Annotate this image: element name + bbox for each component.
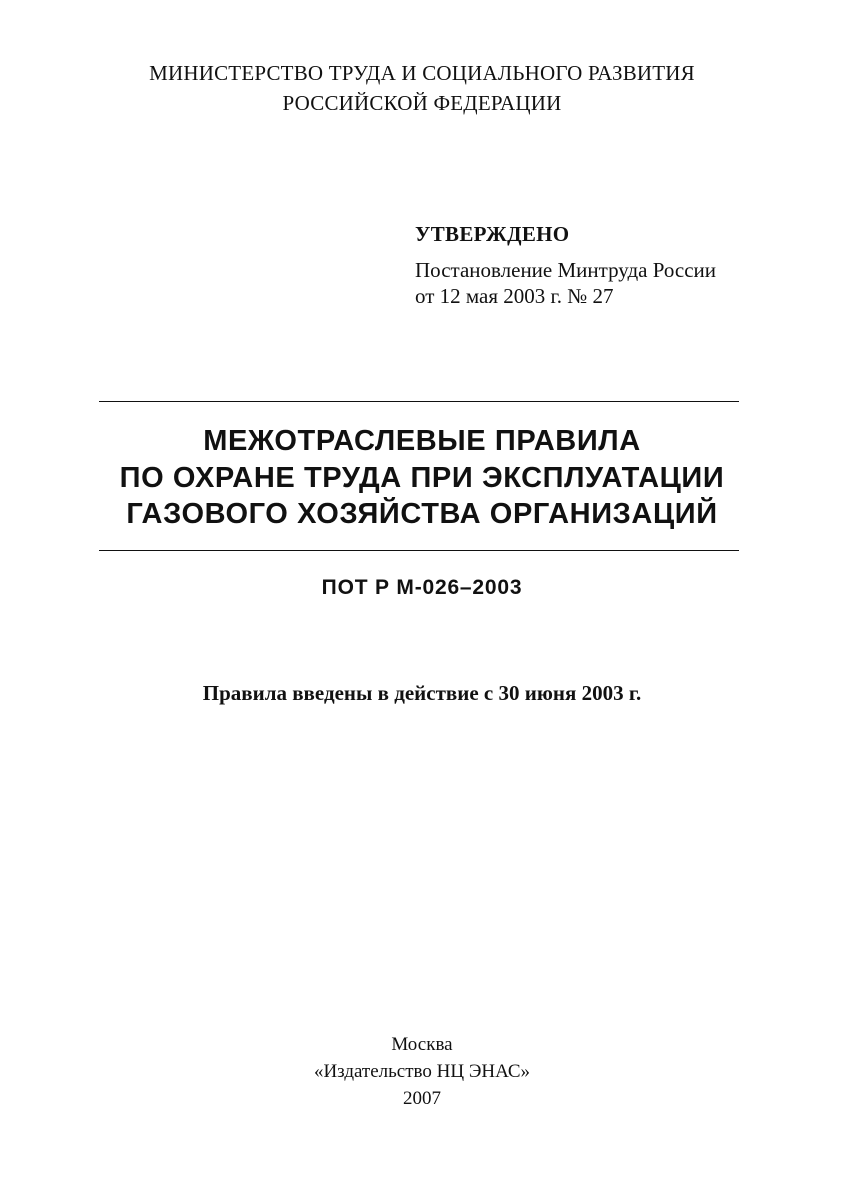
approval-label: УТВЕРЖДЕНО — [415, 222, 570, 246]
imprint-year: 2007 — [403, 1088, 441, 1109]
publisher-imprint — [0, 1031, 844, 1112]
document-title — [0, 423, 844, 533]
ministry-header — [0, 58, 844, 118]
approval-block — [415, 220, 815, 309]
ministry-header-line-2: РОССИЙСКОЙ ФЕДЕРАЦИИ — [282, 91, 562, 115]
document-title-line-3: ГАЗОВОГО ХОЗЯЙСТВА ОРГАНИЗАЦИЙ — [126, 498, 718, 530]
title-top-divider — [99, 401, 739, 402]
imprint-publisher: «Издательство НЦ ЭНАС» — [313, 1061, 531, 1082]
approval-date-line: от 12 мая 2003 г. № 27 — [415, 284, 614, 308]
document-title-line-2: ПО ОХРАНЕ ТРУДА ПРИ ЭКСПЛУАТАЦИИ — [119, 461, 725, 494]
approval-decree-line: Постановление Минтруда России — [415, 258, 717, 282]
document-code: ПОТ Р М-026–2003 — [321, 576, 523, 599]
title-bottom-divider — [99, 550, 739, 551]
effective-date: Правила введены в действие с 30 июня 2003 г. — [202, 681, 642, 705]
document-title-line-1: МЕЖОТРАСЛЕВЫЕ ПРАВИЛА — [203, 425, 641, 457]
imprint-city: Москва — [391, 1034, 453, 1055]
ministry-header-line-1: МИНИСТЕРСТВО ТРУДА И СОЦИАЛЬНОГО РАЗВИТИЯ — [149, 61, 695, 85]
